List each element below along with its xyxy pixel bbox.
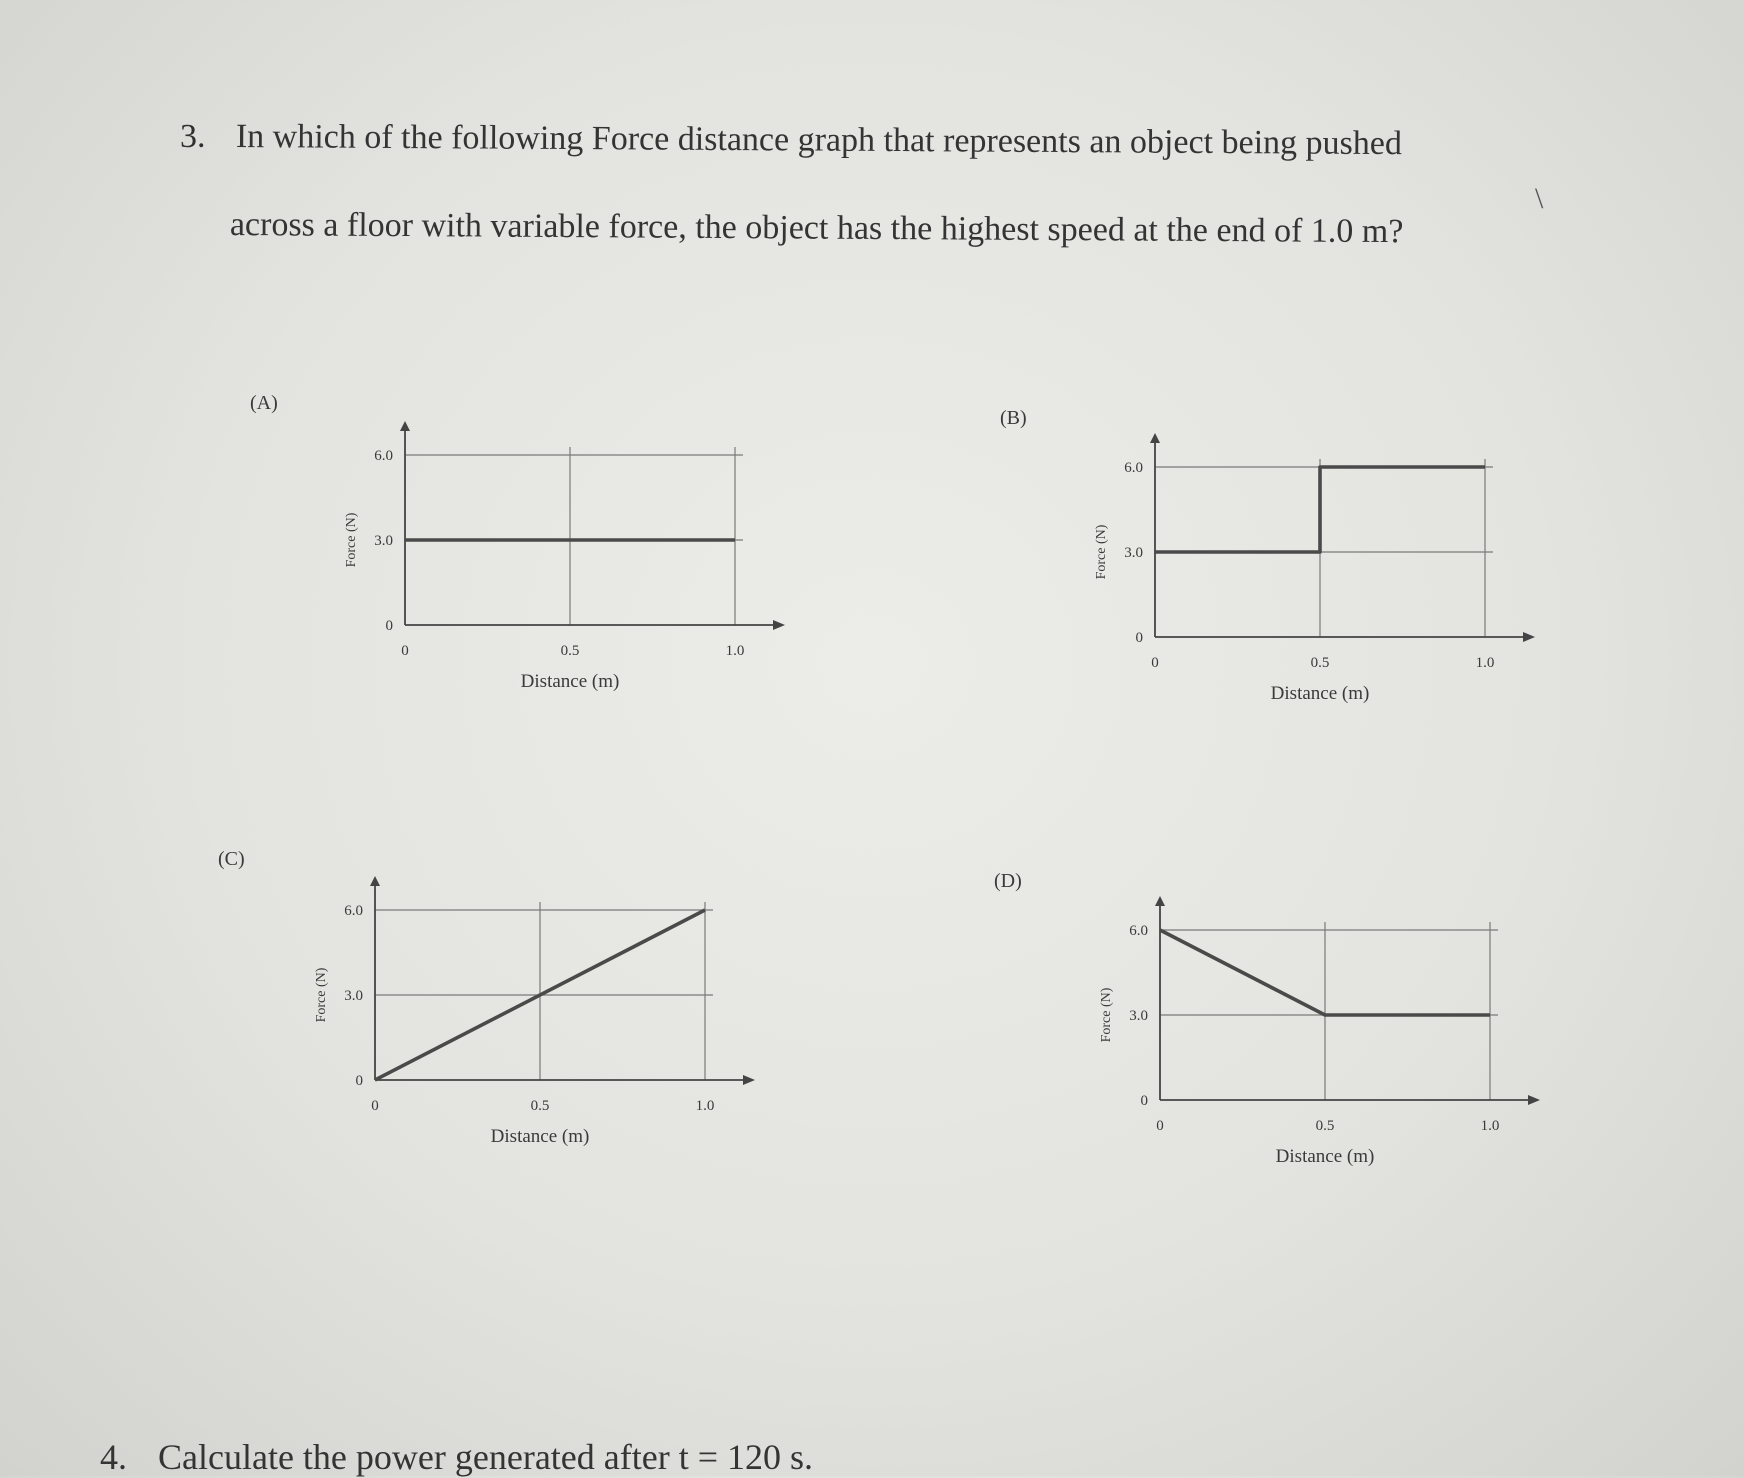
option-a-y-tick-1: 3.0 bbox=[374, 533, 393, 549]
option-a-x-tick-0: 0 bbox=[401, 643, 409, 659]
option-d-x-axis-label: Distance (m) bbox=[1275, 1146, 1375, 1167]
option-a-x-tick-2: 1.0 bbox=[725, 643, 745, 659]
option-d-x-tick-2: 1.0 bbox=[1480, 1118, 1500, 1134]
question-3-line-1: In which of the following Force distance graph that represents an object being pushed bbox=[235, 118, 1403, 163]
option-d-y-tick-0: 0 bbox=[1140, 1093, 1148, 1109]
option-c-y-tick-0: 0 bbox=[355, 1073, 363, 1089]
option-a-x-axis-arrow bbox=[773, 620, 785, 630]
option-d-x-tick-0: 0 bbox=[1156, 1118, 1164, 1134]
question-3-number: 3. bbox=[180, 118, 206, 155]
option-c-y-tick-2: 6.0 bbox=[344, 903, 363, 919]
option-d-y-tick-2: 6.0 bbox=[1129, 923, 1148, 939]
option-d-y-axis-arrow bbox=[1155, 896, 1165, 906]
option-c-x-axis-arrow bbox=[743, 1075, 755, 1085]
option-a-graph bbox=[300, 400, 800, 710]
question-3-line-2: across a floor with variable force, the object has the highest speed at the end of 1.0 m? bbox=[229, 206, 1404, 251]
option-b-x-tick-1: 0.5 bbox=[1310, 655, 1330, 671]
option-b-y-tick-0: 0 bbox=[1135, 630, 1143, 646]
option-b-x-tick-0: 0 bbox=[1151, 655, 1159, 671]
option-b-graph bbox=[1050, 412, 1550, 722]
option-b-series-line-0 bbox=[1155, 467, 1485, 552]
option-b-x-axis-arrow bbox=[1523, 632, 1535, 642]
option-c-x-tick-2: 1.0 bbox=[695, 1098, 715, 1114]
option-c-letter: (C) bbox=[218, 848, 245, 870]
question-4-text: Calculate the power generated after t = 120 s. bbox=[158, 1437, 814, 1477]
option-c-y-axis-label: Force (N) bbox=[314, 967, 329, 1023]
option-a-y-tick-2: 6.0 bbox=[374, 448, 393, 464]
option-a-x-tick-1: 0.5 bbox=[560, 643, 580, 659]
option-c-x-tick-1: 0.5 bbox=[530, 1098, 550, 1114]
stray-pen-mark: \ bbox=[1535, 182, 1544, 215]
option-a-letter: (A) bbox=[250, 392, 278, 414]
option-c-x-tick-0: 0 bbox=[371, 1098, 379, 1114]
option-a-x-axis-label: Distance (m) bbox=[520, 671, 620, 692]
option-b-letter: (B) bbox=[1000, 407, 1027, 429]
option-b-x-tick-2: 1.0 bbox=[1475, 655, 1495, 671]
option-b-y-tick-2: 6.0 bbox=[1124, 460, 1143, 476]
option-c-y-tick-1: 3.0 bbox=[344, 988, 363, 1004]
option-d-x-axis-arrow bbox=[1528, 1095, 1540, 1105]
option-a-y-axis-label: Force (N) bbox=[344, 512, 359, 568]
option-b-y-axis-label: Force (N) bbox=[1094, 524, 1109, 580]
option-c-graph bbox=[270, 855, 770, 1165]
question-4-number: 4. bbox=[100, 1437, 127, 1477]
option-d-y-axis-label: Force (N) bbox=[1099, 987, 1114, 1043]
option-d-graph bbox=[1055, 875, 1555, 1185]
option-d-y-tick-1: 3.0 bbox=[1129, 1008, 1148, 1024]
option-d-x-tick-1: 0.5 bbox=[1315, 1118, 1335, 1134]
option-c-y-axis-arrow bbox=[370, 876, 380, 886]
option-a-y-tick-0: 0 bbox=[385, 618, 393, 634]
option-c-x-axis-label: Distance (m) bbox=[490, 1126, 590, 1147]
option-d-letter: (D) bbox=[994, 870, 1022, 892]
option-b-x-axis-label: Distance (m) bbox=[1270, 683, 1370, 704]
option-b-y-axis-arrow bbox=[1150, 433, 1160, 443]
option-a-y-axis-arrow bbox=[400, 421, 410, 431]
option-b-y-tick-1: 3.0 bbox=[1124, 545, 1143, 561]
